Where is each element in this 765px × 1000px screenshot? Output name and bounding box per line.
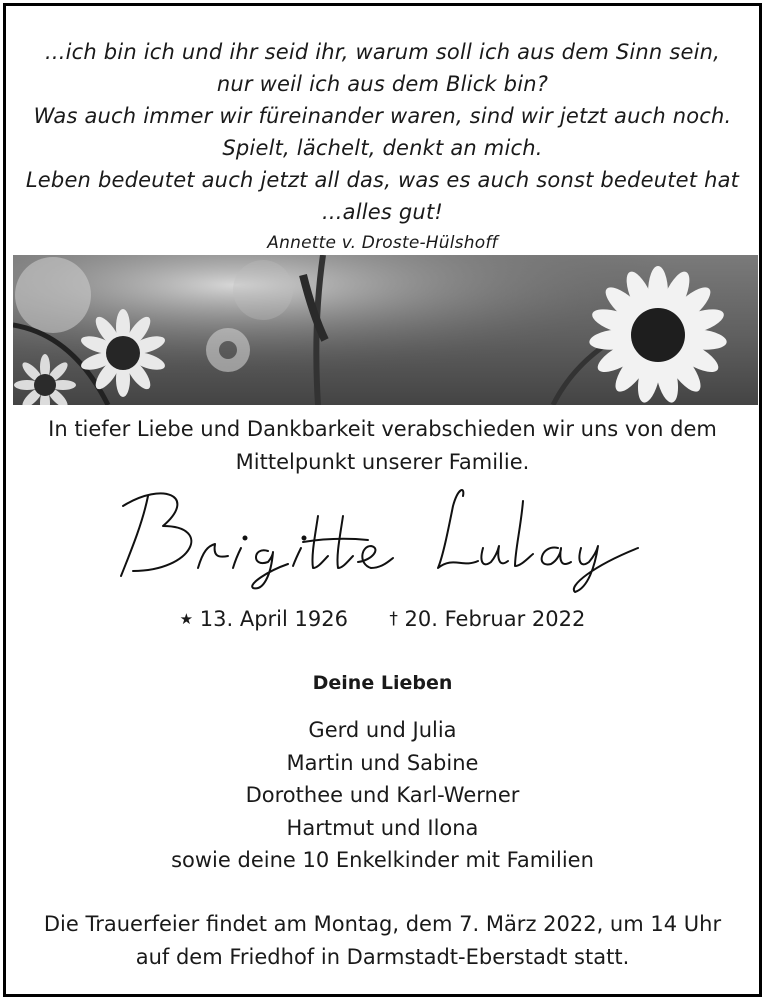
family-member: Gerd und Julia <box>308 718 457 742</box>
birth-icon: ★ <box>179 610 194 628</box>
funeral-line: auf dem Friedhof in Darmstadt-Eberstadt statt. <box>135 945 630 969</box>
quote-line: Spielt, lächelt, denkt an mich. <box>222 136 543 160</box>
quote-line: ...ich bin ich und ihr seid ihr, warum soll ich aus dem Sinn sein, <box>44 40 721 64</box>
quote-line: Leben bedeutet auch jetzt all das, was es auch sonst bedeutet hat <box>25 168 740 192</box>
quote-author: Annette v. Droste-Hülshoff <box>267 233 498 253</box>
quote-line: ...alles gut! <box>322 200 443 224</box>
funeral-line: Die Trauerfeier findet am Montag, dem 7. März 2022, um 14 Uhr <box>43 912 722 936</box>
quote-line: Was auch immer wir füreinander waren, sind wir jetzt auch noch. <box>33 104 732 128</box>
obituary-frame <box>3 3 762 997</box>
death-icon: † <box>389 609 398 629</box>
quote-line: nur weil ich aus dem Blick bin? <box>216 72 549 96</box>
family-heading: Deine Lieben <box>312 672 453 694</box>
family-member: sowie deine 10 Enkelkinder mit Familien <box>171 848 594 872</box>
family-member: Dorothee und Karl-Werner <box>245 783 520 807</box>
death-date: 20. Februar 2022 <box>404 607 586 631</box>
daisy-flowers-photo <box>13 255 758 405</box>
family-member: Martin und Sabine <box>286 750 479 775</box>
flowers-icon <box>13 255 758 405</box>
birth-date: 13. April 1926 <box>199 607 348 631</box>
family-list <box>6 714 759 877</box>
intro-line: Mittelpunkt unserer Familie. <box>235 450 530 474</box>
poem-quote <box>6 36 759 258</box>
family-member: Hartmut und Ilona <box>286 815 479 840</box>
funeral-info <box>6 908 759 974</box>
intro-text <box>6 413 759 479</box>
signature-icon <box>103 476 663 596</box>
life-dates <box>6 604 759 634</box>
intro-line: In tiefer Liebe und Dankbarkeit verabschieden wir uns von dem <box>48 417 717 441</box>
deceased-name-signature <box>6 476 759 596</box>
